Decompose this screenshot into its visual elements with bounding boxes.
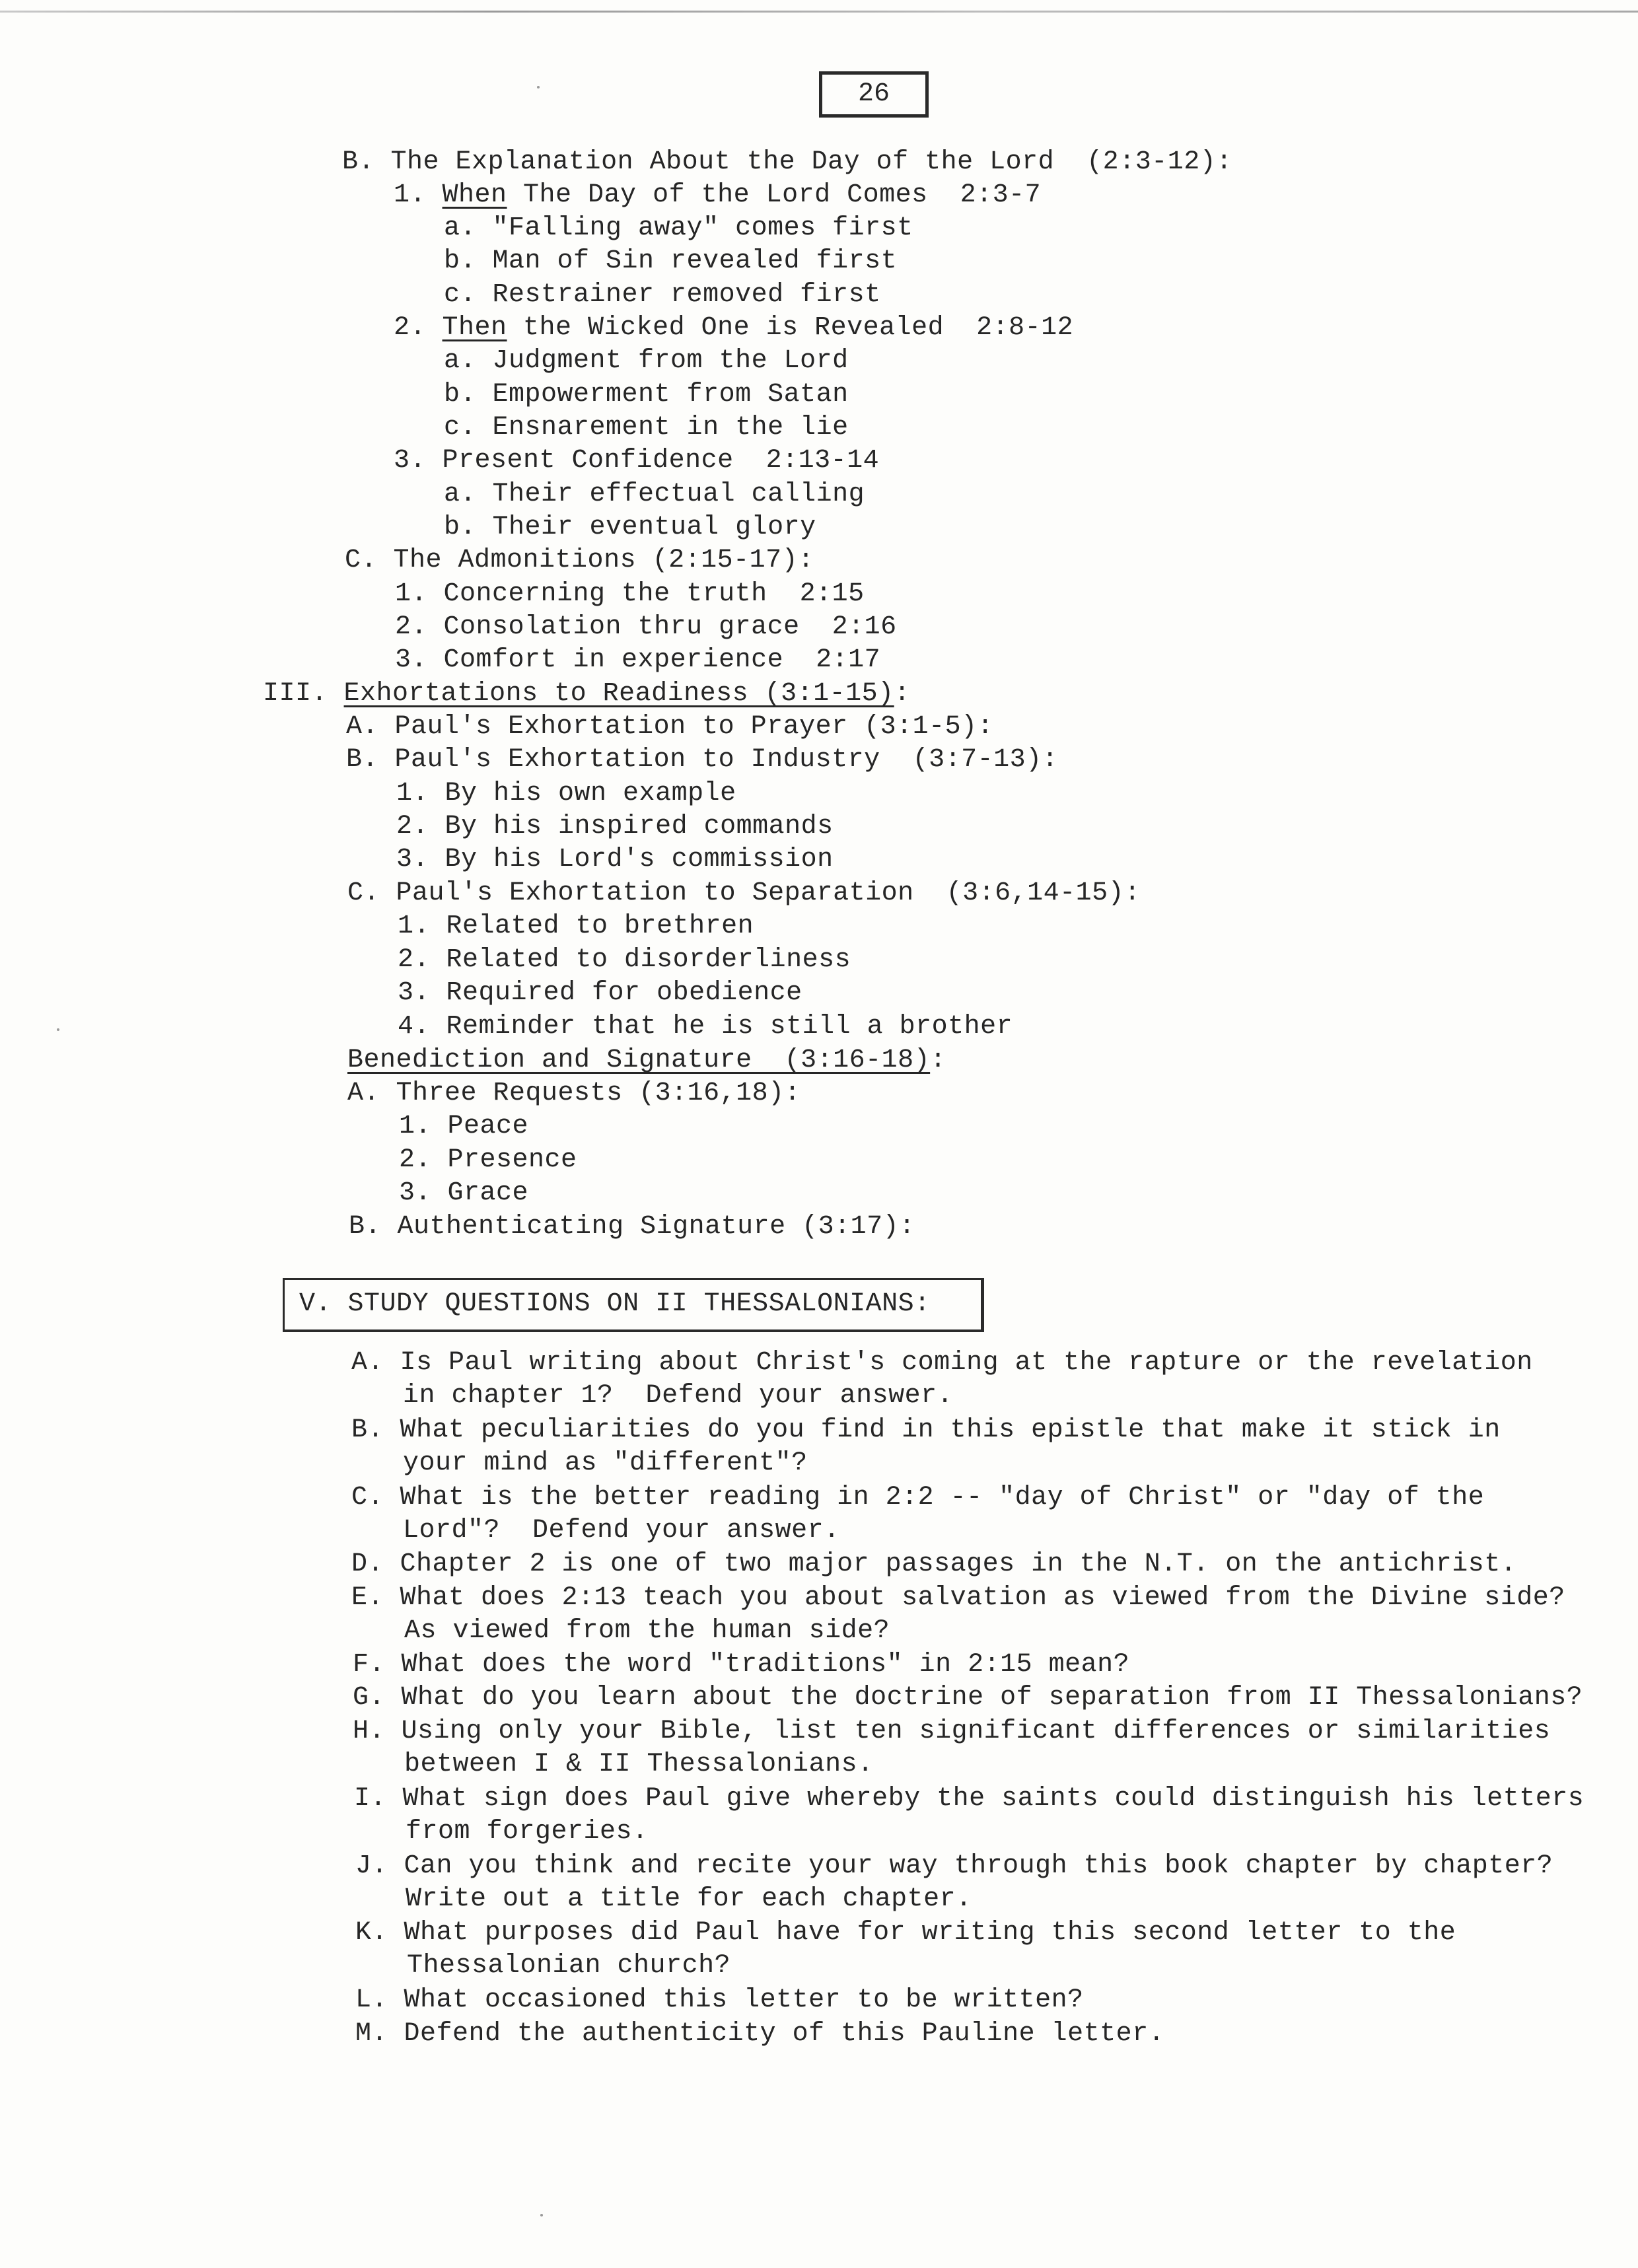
outline-line: c. Ensnarement in the lie	[444, 413, 849, 443]
question-line: H. Using only your Bible, list ten significant differences or similarities	[353, 1717, 1551, 1746]
question-line: D. Chapter 2 is one of two major passages in the N.T. on the antichrist.	[351, 1549, 1517, 1579]
outline-line: 4. Reminder that he is still a brother	[398, 1012, 1013, 1042]
outline-line: 3. Comfort in experience 2:17	[395, 645, 881, 675]
outline-line: 3. Required for obedience	[398, 978, 802, 1008]
question-line: in chapter 1? Defend your answer.	[403, 1381, 954, 1411]
outline-line: 1. By his own example	[396, 779, 736, 808]
scan-edge-line	[0, 11, 1638, 13]
question-line: from forgeries.	[406, 1817, 649, 1847]
outline-line: a. Judgment from the Lord	[444, 346, 849, 376]
question-line: I. What sign does Paul give whereby the saints could distinguish his letters	[354, 1784, 1585, 1814]
question-line: A. Is Paul writing about Christ's coming at the rapture or the revelation	[351, 1348, 1533, 1378]
question-line: J. Can you think and recite your way through this book chapter by chapter?	[355, 1851, 1553, 1881]
question-line: your mind as "different"?	[403, 1448, 808, 1478]
outline-line: C. The Admonitions (2:15-17):	[345, 546, 814, 575]
outline-line: B. Paul's Exhortation to Industry (3:7-13):	[346, 745, 1059, 775]
outline-line: 3. By his Lord's commission	[396, 845, 834, 874]
question-line: between I & II Thessalonians.	[404, 1750, 874, 1779]
outline-line: a. Their effectual calling	[444, 479, 865, 509]
question-line: K. What purposes did Paul have for writing this second letter to the	[355, 1918, 1456, 1948]
page-number: 26	[819, 71, 929, 118]
question-line: Thessalonian church?	[407, 1951, 731, 1981]
outline-line: 1. When The Day of the Lord Comes 2:3-7	[394, 180, 1042, 210]
outline-line: B. The Explanation About the Day of the Lord (2:3-12):	[342, 147, 1232, 177]
outline-line: 2. Presence	[399, 1145, 577, 1175]
outline-line: 2. Related to disorderliness	[398, 945, 851, 975]
outline-line: 1. Peace	[399, 1112, 529, 1141]
outline-line: A. Paul's Exhortation to Prayer (3:1-5):	[346, 712, 994, 742]
question-line: C. What is the better reading in 2:2 -- "day of Christ" or "day of the	[351, 1483, 1485, 1512]
outline-line: 2. By his inspired commands	[396, 812, 834, 841]
question-line: F. What does the word "traditions" in 2:15 mean?	[353, 1650, 1130, 1680]
outline-line: 2. Then the Wicked One is Revealed 2:8-12	[394, 313, 1074, 343]
outline-line: A. Three Requests (3:16,18):	[347, 1079, 801, 1108]
scan-speck	[540, 2214, 543, 2216]
outline-line: B. Authenticating Signature (3:17):	[349, 1212, 915, 1242]
outline-line: 1. Concerning the truth 2:15	[395, 579, 865, 609]
outline-line: a. "Falling away" comes first	[444, 213, 913, 243]
outline-line: b. Empowerment from Satan	[444, 380, 849, 409]
section-heading: V. STUDY QUESTIONS ON II THESSALONIANS:	[299, 1289, 931, 1319]
outline-line: 3. Grace	[399, 1178, 529, 1208]
section-heading-box	[283, 1278, 984, 1332]
question-line: Lord"? Defend your answer.	[403, 1516, 840, 1545]
outline-line: C. Paul's Exhortation to Separation (3:6,14-15):	[347, 878, 1141, 908]
scan-speck	[537, 86, 540, 89]
outline-line: III. Exhortations to Readiness (3:1-15):	[263, 679, 911, 709]
scan-speck	[57, 1028, 59, 1031]
question-line: B. What peculiarities do you find in this epistle that make it stick in	[351, 1415, 1501, 1445]
question-line: L. What occasioned this letter to be written?	[355, 1985, 1084, 2015]
outline-line: c. Restrainer removed first	[444, 280, 881, 310]
question-line: Write out a title for each chapter.	[406, 1884, 972, 1914]
outline-line: b. Man of Sin revealed first	[444, 246, 898, 276]
outline-line: 3. Present Confidence 2:13-14	[394, 446, 880, 476]
question-line: E. What does 2:13 teach you about salvation as viewed from the Divine side?	[351, 1583, 1565, 1613]
question-line: M. Defend the authenticity of this Pauline letter.	[355, 2019, 1165, 2049]
question-line: G. What do you learn about the doctrine of separation from II Thessalonians?	[353, 1683, 1583, 1713]
question-line: As viewed from the human side?	[404, 1616, 890, 1646]
outline-line: 2. Consolation thru grace 2:16	[395, 612, 897, 642]
outline-line: 1. Related to brethren	[398, 911, 754, 941]
outline-line: Benediction and Signature (3:16-18):	[347, 1045, 946, 1075]
outline-line: b. Their eventual glory	[444, 513, 816, 542]
